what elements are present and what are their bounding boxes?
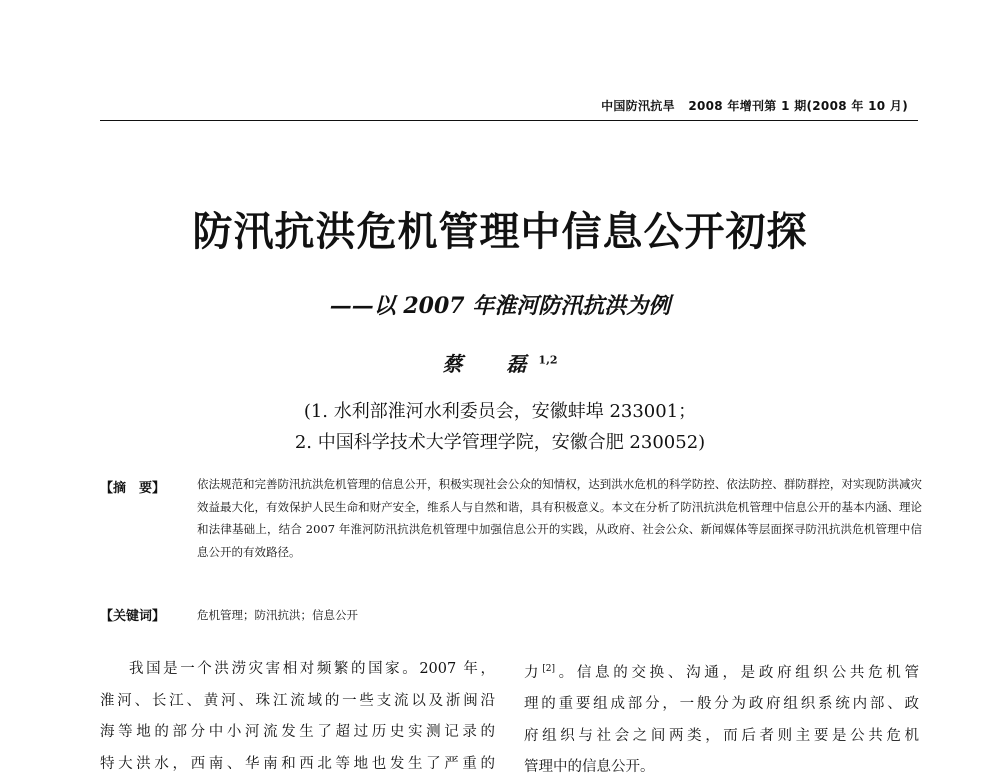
running-header	[601, 97, 908, 114]
body-line: 理的重要组成部分，一般分为政府组织系统内部、政	[524, 696, 919, 713]
keywords-label: 【关键词】	[100, 609, 166, 624]
header-rule	[100, 120, 918, 121]
author	[0, 348, 1000, 377]
body-line: 特大洪水，西南、华南和西北等地也发生了严重的	[100, 755, 495, 772]
abstract-text: 依法规范和完善防汛抗洪危机管理的信息公开，积极实现社会公众的知情权，达到洪水危机的科学防控、依法防控、群防群控，对实现防洪减灾效益最大化，有效保护人民生命和财产安全，维系人与自然和谐，具有积极意义。本文在分析了防汛抗洪危机管理中信息公开的基本内涵、理论和法律基础上，结合 2007 年淮河防汛抗洪危机管理中加强信息公开的实践，从政府、社会公众、新闻媒体等层面探寻防汛抗洪危机管理中信息公开的有效路径。	[197, 477, 922, 559]
affiliation-1: (1. 水利部淮河水利委员会，安徽蚌埠 233001；	[303, 401, 697, 422]
keywords-text: 危机管理；防汛抗洪；信息公开	[197, 608, 358, 622]
body-line: 淮河、长江、黄河、珠江流域的一些支流以及浙闽沿	[100, 692, 495, 709]
citation-ref: [2]	[542, 664, 555, 674]
author-affil-marks: 1,2	[538, 353, 558, 367]
body-line: 我国是一个洪涝灾害相对频繁的国家。2007 年，	[129, 661, 495, 677]
abstract-label: 【摘 要】	[100, 481, 166, 496]
body-left-column	[100, 654, 495, 780]
body-text: 。信息的交换、沟通，是政府组织公共危机管	[554, 664, 919, 681]
journal-name: 中国防汛抗旱	[601, 99, 675, 113]
paper-title: 防汛抗洪危机管理中信息公开初探	[192, 208, 808, 255]
paper-subtitle: ——以 2007 年淮河防汛抗洪为例	[329, 293, 671, 319]
body-line: 府组织与社会之间两类，而后者则主要是公共危机	[524, 727, 919, 744]
body-right-column	[524, 654, 919, 784]
body-line	[524, 654, 919, 689]
body-text: 力	[524, 664, 543, 681]
author-name: 蔡 磊	[442, 352, 539, 376]
body-line: 海等地的部分中小河流发生了超过历史实测记录的	[100, 724, 495, 740]
issue-info: 2008 年增刊第 1 期(2008 年 10 月)	[688, 99, 908, 113]
body-line: 管理中的信息公开。	[524, 759, 655, 776]
affiliation-2: 2. 中国科学技术大学管理学院，安徽合肥 230052)	[294, 432, 706, 453]
